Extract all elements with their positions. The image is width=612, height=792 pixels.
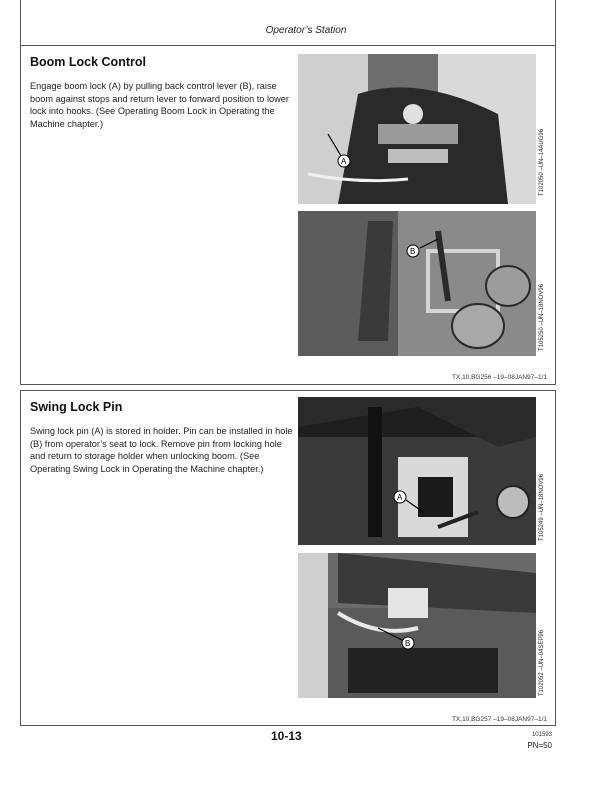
photo-locking-hole	[298, 553, 536, 698]
callout-label: A	[397, 493, 403, 502]
frame-right-top	[555, 0, 556, 45]
page-header-title: Operator’s Station	[265, 25, 347, 36]
photo-code: T105250 –UN–18NOV96	[539, 283, 545, 351]
section-ref: TX,10,BG257 –19–08JAN97–1/1	[451, 716, 547, 723]
callout-label: B	[405, 639, 411, 648]
photo-control-lever	[298, 211, 536, 356]
photo-code: T105249 –UN–18NOV96	[539, 473, 545, 541]
section-boom-lock-control	[20, 45, 556, 385]
frame-left-top	[20, 0, 21, 45]
section-swing-lock-pin	[20, 390, 556, 726]
photo-swing-lock-pin	[298, 397, 536, 545]
photo-code: T102050 –UN–14AUG96	[539, 128, 545, 196]
page-number: 10-13	[271, 729, 302, 743]
photo-code: T102052 –UN–04SEP96	[539, 629, 545, 696]
section-body: Swing lock pin (A) is stored in holder. Pin can be installed in hole (B) from operator’s seat to lock. Remove pin from locking hole and return to storage holder when unlocking boom. (See Operating Swing Lock in Operating the Machine chapter.)	[30, 426, 293, 474]
section-title: Swing Lock Pin	[30, 400, 123, 414]
section-ref: TX,10,BG256 –19–08JAN97–1/1	[451, 374, 547, 381]
photo-boom-lock	[298, 54, 536, 204]
section-body: Engage boom lock (A) by pulling back control lever (B), raise boom against stops and return lever to forward position to lower lock into hooks. (See Operating Boom Lock in Operating the Machine chapter.)	[30, 81, 289, 129]
callout-label: B	[410, 247, 416, 256]
pn-label: PN=50	[527, 741, 552, 750]
section-title: Boom Lock Control	[30, 55, 146, 69]
doc-code: 101593	[531, 732, 552, 738]
callout-label: A	[341, 157, 347, 166]
